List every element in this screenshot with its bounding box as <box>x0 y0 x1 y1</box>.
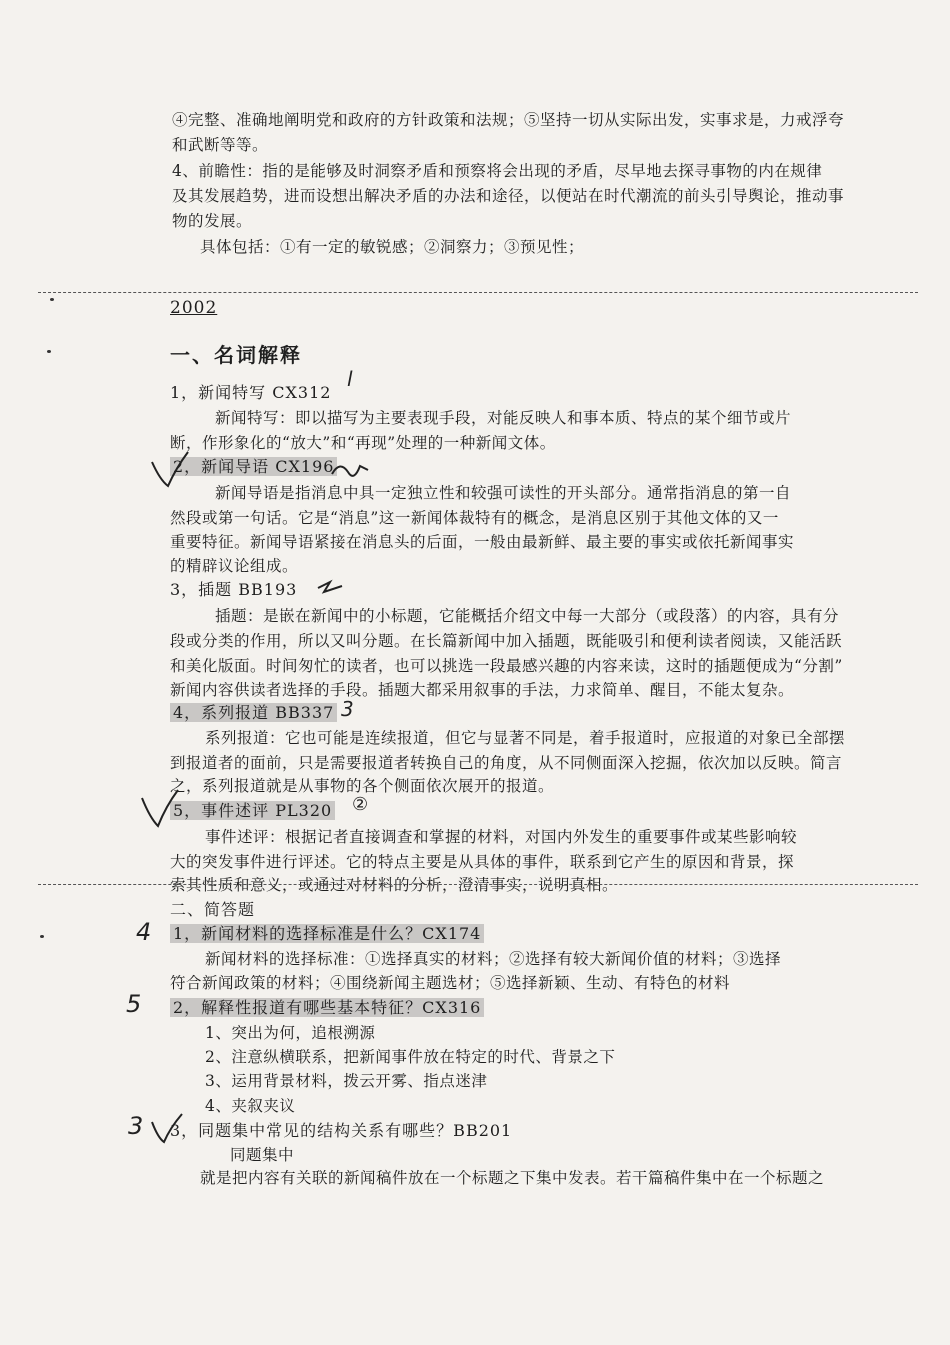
text-line: ④完整、准确地阐明党和政府的方针政策和法规；⑤坚持一切从实际出发，实事求是，力戒浮夸 <box>172 111 845 129</box>
speck <box>47 350 51 353</box>
handwritten-number: ② <box>352 794 369 815</box>
highlight: 4，系列报道 BB337 <box>170 703 337 722</box>
text-line: 和武断等等。 <box>172 136 269 154</box>
text-line: 的精辟议论组成。 <box>170 557 299 575</box>
list-item: 2、注意纵横联系，把新闻事件放在特定的时代、背景之下 <box>205 1048 616 1066</box>
term-heading <box>170 701 337 725</box>
scribble-icon <box>330 456 370 492</box>
text-line: 物的发展。 <box>172 212 253 230</box>
check-mark-icon <box>150 1112 186 1148</box>
text-line: 就是把内容有关联的新闻稿件放在一个标题之下集中发表。若干篇稿件集中在一个标题之 <box>200 1169 825 1187</box>
section-title: 一、名词解释 <box>170 343 302 367</box>
divider <box>38 884 918 885</box>
speck <box>50 298 54 301</box>
list-item: 3、运用背景材料，拨云开雾、指点迷津 <box>205 1072 488 1090</box>
term-heading: 1，新闻特写 CX312 <box>170 383 332 402</box>
handwritten-number: 3 <box>128 1112 144 1140</box>
handwritten-mark: l <box>347 367 353 391</box>
text-line: 具体包括：①有一定的敏锐感；②洞察力；③预见性； <box>200 238 585 256</box>
term-heading: 3，插题 BB193 <box>170 580 298 599</box>
highlight: 2，新闻导语 CX196 <box>170 457 337 476</box>
text-line: 断，作形象化的“放大”和“再现”处理的一种新闻文体。 <box>170 434 556 452</box>
divider <box>38 292 918 293</box>
list-item: 1、突出为何，追根溯源 <box>205 1024 376 1042</box>
text-line: 段或分类的作用，所以又叫分题。在长篇新闻中加入插题，既能吸引和便利读者阅读，又能活跃 <box>170 632 843 650</box>
highlight: 5，事件述评 PL320 <box>170 801 335 820</box>
text-line: 4、前瞻性：指的是能够及时洞察矛盾和预察将会出现的矛盾，尽早地去探寻事物的内在规律 <box>172 162 823 180</box>
text-line: 重要特征。新闻导语紧接在消息头的后面，一般由最新鲜、最主要的事实或依托新闻事实 <box>170 533 795 551</box>
question-heading: 3，同题集中常见的结构关系有哪些？BB201 <box>170 1121 513 1140</box>
speck <box>40 935 44 938</box>
text-line: 索其性质和意义，或通过对材料的分析，澄清事实，说明真相。 <box>170 876 619 894</box>
text-line: 同题集中 <box>230 1146 295 1164</box>
text-line: 新闻材料的选择标准：①选择真实的材料；②选择有较大新闻价值的材料；③选择 <box>205 950 782 968</box>
scribble-icon <box>316 578 346 598</box>
question-heading <box>170 922 484 946</box>
text-line: 到报道者的面前，只是需要报道者转换自己的角度，从不同侧面深入挖掘，依次加以反映。简言 <box>170 754 843 772</box>
section-title: 二、简答题 <box>170 900 256 919</box>
check-mark-icon <box>140 790 180 830</box>
text-line: 大的突发事件进行评述。它的特点主要是从具体的事件，联系到它产生的原因和背景，探 <box>170 853 795 871</box>
check-mark-icon <box>150 450 190 490</box>
term-heading <box>170 455 337 479</box>
text-line: 之，系列报道就是从事物的各个侧面依次展开的报道。 <box>170 777 555 795</box>
text-line: 新闻导语是指消息中具一定独立性和较强可读性的开头部分。通常指消息的第一自 <box>215 484 792 502</box>
highlight: 1，新闻材料的选择标准是什么？CX174 <box>170 924 484 943</box>
text-line: 新闻内容供读者选择的手段。插题大都采用叙事的手法，力求简单、醒目，不能太复杂。 <box>170 681 795 699</box>
handwritten-number: 4 <box>136 918 152 946</box>
text-line: 新闻特写：即以描写为主要表现手段，对能反映人和事本质、特点的某个细节或片 <box>215 409 792 427</box>
text-line: 符合新闻政策的材料；④围绕新闻主题选材；⑤选择新颖、生动、有特色的材料 <box>170 974 731 992</box>
year-heading: 2002 <box>170 298 218 318</box>
text-line: 和美化版面。时间匆忙的读者，也可以挑选一段最感兴趣的内容来读，这时的插题便成为“分割” <box>170 657 843 675</box>
term-heading <box>170 799 335 823</box>
text-line: 系列报道：它也可能是连续报道，但它与显著不同是，着手报道时，应报道的对象已全部摆 <box>205 729 846 747</box>
handwritten-number: 3 <box>341 697 354 721</box>
text-line: 事件述评：根据记者直接调查和掌握的材料，对国内外发生的重要事件或某些影响较 <box>205 828 798 846</box>
text-line: 插题：是嵌在新闻中的小标题，它能概括介绍文中每一大部分（或段落）的内容，具有分 <box>215 607 840 625</box>
highlight: 2，解释性报道有哪些基本特征？CX316 <box>170 998 484 1017</box>
question-heading <box>170 996 484 1020</box>
text-line: 及其发展趋势，进而设想出解决矛盾的办法和途径，以便站在时代潮流的前头引导舆论，推动事 <box>172 187 845 205</box>
handwritten-number: 5 <box>126 990 142 1018</box>
text-line: 然段或第一句话。它是“消息”这一新闻体裁特有的概念，是消息区别于其他文体的又一 <box>170 509 779 527</box>
list-item: 4、夹叙夹议 <box>205 1097 296 1115</box>
